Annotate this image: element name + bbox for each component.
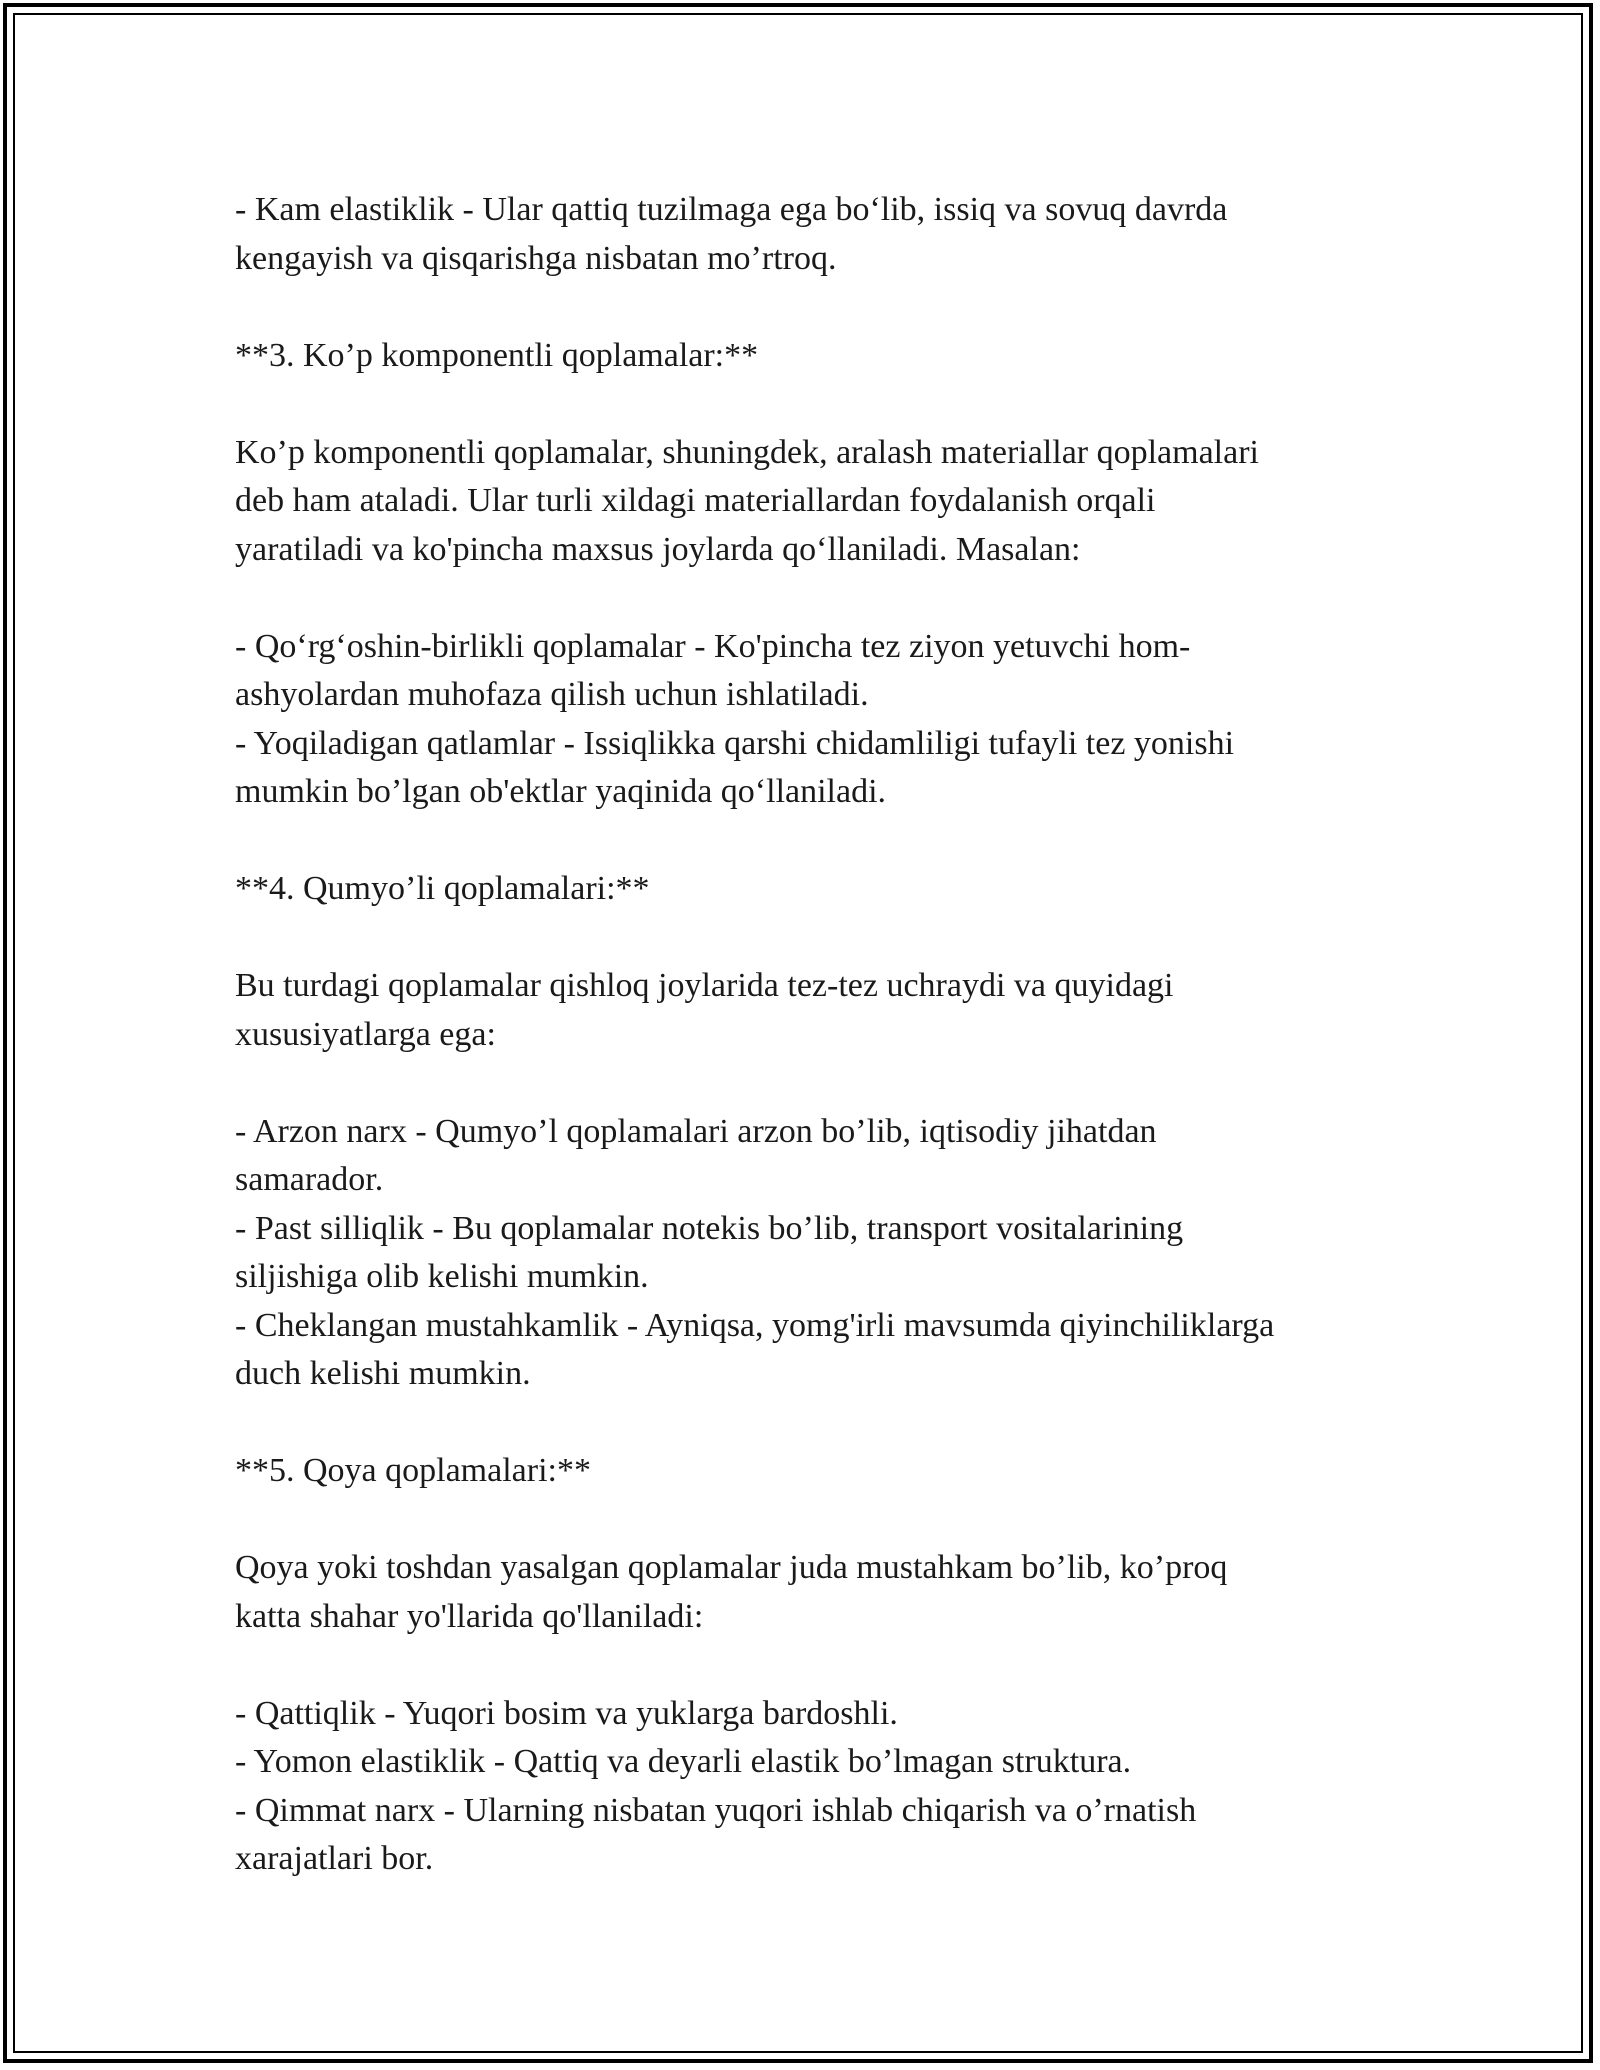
text-line: - Past silliqlik - Bu qoplamalar notekis bo’lib, transport vositalarining xyxy=(235,1209,1184,1247)
heading-text: **5. Qoya qoplamalari:** xyxy=(235,1452,591,1489)
text-line: - Yomon elastiklik - Qattiq va deyarli elastik bo’lmagan struktura. xyxy=(235,1743,1132,1780)
text-line: - Qimmat narx - Ularning nisbatan yuqori ishlab chiqarish va o’rnatish xyxy=(235,1791,1197,1829)
paragraph-qoya-intro xyxy=(235,1544,1385,1641)
text-line: - Cheklangan mustahkamlik - Ayniqsa, yomg'irli mavsumda qiyinchiliklarga xyxy=(235,1306,1275,1344)
heading-kop-komponentli xyxy=(235,332,1385,381)
text-line: deb ham ataladi. Ular turli xildagi materiallardan foydalanish orqali xyxy=(235,482,1156,519)
paragraph-qumyoli-intro xyxy=(235,962,1385,1059)
text-line: duch kelishi mumkin. xyxy=(235,1355,531,1392)
text-line: siljishiga olib kelishi mumkin. xyxy=(235,1258,649,1295)
heading-qumyoli xyxy=(235,865,1385,914)
heading-text: **4. Qumyo’li qoplamalari:** xyxy=(235,870,650,907)
heading-qoya xyxy=(235,1447,1385,1496)
text-line: kengayish va qisqarishga nisbatan mo’rtroq. xyxy=(235,239,837,277)
text-line: samarador. xyxy=(235,1161,384,1198)
text-line: Ko’p komponentli qoplamalar, shuningdek, aralash materiallar qoplamalari xyxy=(235,433,1259,471)
text-line: katta shahar yo'llarida qo'llaniladi: xyxy=(235,1597,704,1635)
heading-text: **3. Ko’p komponentli qoplamalar:** xyxy=(235,336,759,374)
text-line: xususiyatlarga ega: xyxy=(235,1015,496,1053)
text-line: - Yoqiladigan qatlamlar - Issiqlikka qarshi chidamliligi tufayli tez yonishi xyxy=(235,724,1235,762)
document-body xyxy=(235,186,1385,1932)
paragraph-qoya-list xyxy=(235,1690,1385,1884)
paragraph-kop-komponentli-list xyxy=(235,623,1385,817)
text-line: Qoya yoki toshdan yasalgan qoplamalar juda mustahkam bo’lib, ko’proq xyxy=(235,1549,1228,1586)
paragraph-qumyoli-list xyxy=(235,1108,1385,1399)
text-line: ashyolardan muhofaza qilish uchun ishlatiladi. xyxy=(235,676,869,713)
text-line: mumkin bo’lgan ob'ektlar yaqinida qo‘llaniladi. xyxy=(235,773,887,810)
text-line: Bu turdagi qoplamalar qishloq joylarida tez-tez uchraydi va quyidagi xyxy=(235,967,1174,1004)
text-line: - Qo‘rg‘oshin-birlikli qoplamalar - Ko'pincha tez ziyon yetuvchi hom- xyxy=(235,627,1191,665)
paragraph-kop-komponentli-intro xyxy=(235,429,1385,575)
text-line: - Qattiqlik - Yuqori bosim va yuklarga bardoshli. xyxy=(235,1694,898,1732)
text-line: - Kam elastiklik - Ular qattiq tuzilmaga ega bo‘lib, issiq va sovuq davrda xyxy=(235,191,1228,228)
text-line: - Arzon narx - Qumyo’l qoplamalari arzon bo’lib, iqtisodiy jihatdan xyxy=(235,1112,1157,1150)
text-line: xarajatlari bor. xyxy=(235,1840,434,1877)
text-line: yaratiladi va ko'pincha maxsus joylarda qo‘llaniladi. Masalan: xyxy=(235,530,1081,568)
paragraph-kam-elastiklik xyxy=(235,186,1385,283)
